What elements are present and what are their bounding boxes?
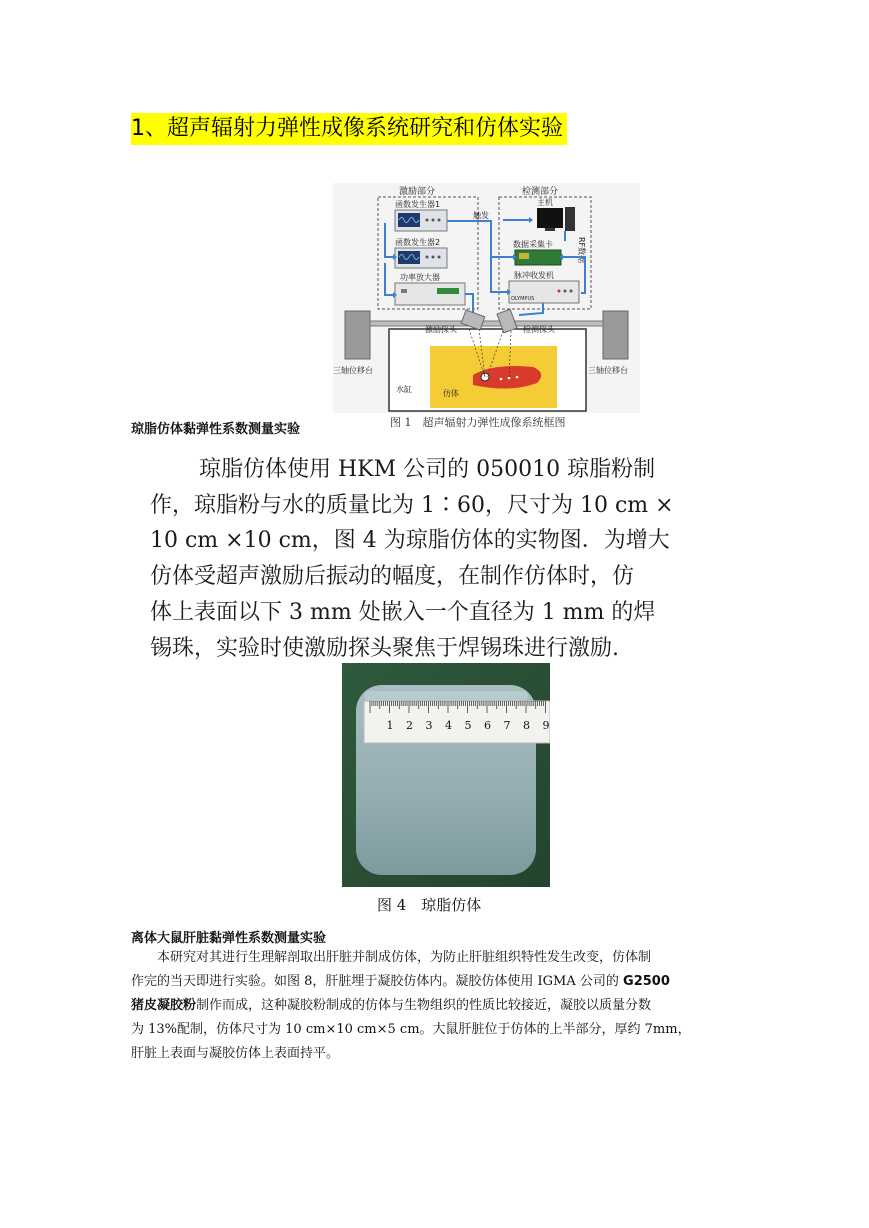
left-stage [345,311,370,359]
detection-probe-label: 检测探头 [523,325,555,334]
ruler-number: 7 [503,719,511,732]
paragraph-line: 本研究对其进行生理解剖取出肝脏并制成仿体，为防止肝脏组织特性发生改变，仿体制 [157,950,652,965]
pulser-label: 脉冲收发机 [514,271,554,280]
func-gen2-label: 函数发生器2 [395,238,441,247]
daq-card-label: 数据采集卡 [513,240,553,249]
agar-phantom-photo [342,663,550,887]
paragraph-line: 为 13%配制，仿体尺寸为 10 cm×10 cm×5 cm。大鼠肝脏位于仿体的上半部分，厚约 7mm， [131,1022,691,1037]
ruler [364,701,550,743]
water-tank-label: 水缸 [396,385,412,394]
paragraph-line: 肝脏上表面与凝胶仿体上表面持平。 [131,1046,340,1061]
ruler-number: 8 [523,719,530,732]
paragraph-line: 体上表面以下 3 mm 处嵌入一个直径为 1 mm 的焊 [150,599,656,625]
ruler-number: 4 [445,719,452,732]
section-heading: 1、超声辐射力弹性成像系统研究和仿体实验 [131,113,567,145]
ruler-number: 5 [464,719,472,732]
paragraph-line: 10 cm ×10 cm，图 4 为琼脂仿体的实物图．为增大 [150,528,670,554]
rat-liver-paragraph [131,946,743,1066]
ruler-number: 9 [542,719,550,732]
paragraph-line: 琼脂仿体使用 HKM 公司的 050010 琼脂粉制 [199,457,656,482]
paragraph-line: 锡珠，实验时使激励探头聚焦于焊锡珠进行激励. [150,635,619,661]
olympus-label: OLYMPUS [511,296,535,302]
ruler-number: 6 [484,719,491,732]
host-monitor [537,208,563,228]
figure4-caption: 图 4 琼脂仿体 [377,896,482,914]
paragraph-line: 仿体受超声激励后振动的幅度，在制作仿体时，仿 [150,564,635,590]
excitation-label: 激励部分 [399,187,436,197]
host-label: 主机 [537,198,553,207]
paragraph-line-text: 作完的当天即进行实验。如图 8，肝脏埋于凝胶仿体内。凝胶仿体使用 IGMA 公司的 [131,974,624,989]
subheading-rat-liver-experiment: 离体大鼠肝脏黏弹性系数测量实验 [131,931,327,946]
product-name: 猪皮凝胶粉 [131,998,197,1013]
paragraph-line-text: 制作而成，这种凝胶粉制成的仿体与生物组织的性质比较接近，凝胶以质量分数 [196,998,652,1013]
rf-data-label: RF数据 [577,237,586,264]
phantom-label: 仿体 [443,389,459,398]
detection-label: 检测部分 [522,187,559,197]
product-code: G2500 [623,974,670,989]
ruler-number: 1 [386,719,394,732]
power-amp-label: 功率放大器 [400,273,440,282]
agar-phantom-paragraph [150,452,740,666]
right-stage [603,311,628,359]
system-block-diagram [333,183,640,413]
ruler-number: 2 [406,719,413,732]
trigger-label: 触发 [473,211,489,220]
rail [370,321,603,326]
subheading-agar-experiment: 琼脂仿体黏弹性系数测量实验 [131,422,301,437]
func-gen1-label: 函数发生器1 [395,200,441,209]
ruler-number: 3 [425,719,433,732]
paragraph-line [131,970,743,994]
figure1-caption: 图 1 超声辐射力弹性成像系统框图 [390,416,566,429]
excitation-probe-label: 激励探头 [425,325,457,334]
paragraph-line: 作，琼脂粉与水的质量比为 1∶60，尺寸为 10 cm × [150,492,674,518]
paragraph-line [131,994,743,1018]
stage-left-label: 三轴位移台 [333,366,373,375]
stage-right-label: 三轴位移台 [588,366,628,375]
